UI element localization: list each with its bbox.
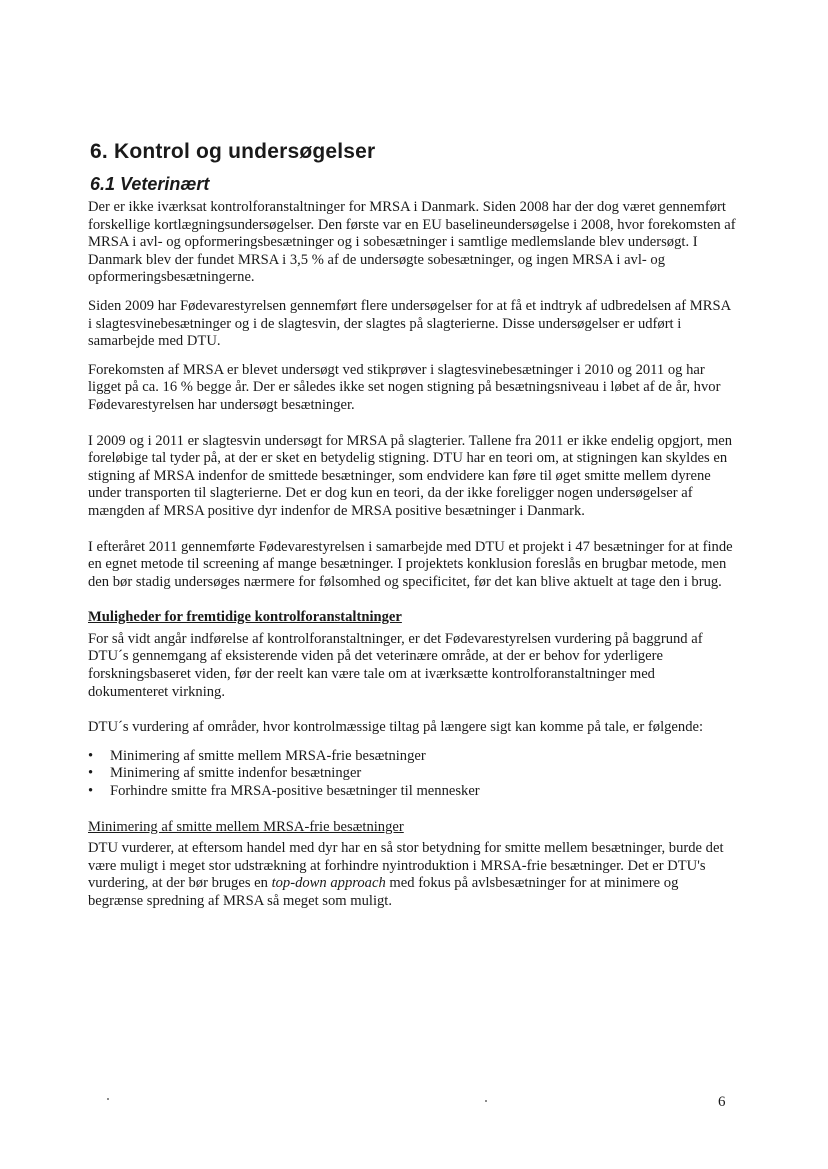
section-3-emphasis: top-down approach [271,875,386,892]
section-3-title: Minimering af smitte mellem MRSA-frie besætninger [88,818,404,835]
list-item [88,748,736,766]
paragraph-3: Forekomsten af MRSA er blevet undersøgt ved stikprøver i slagtesvinebesætninger i 2010 og 2011 og har ligget på ca. 16 % begge år. Der er således ikke set nogen stigning på besætningsniveau i løbet af de år, hvor Fødevarestyrelsen har undersøgt besætninger. [88,361,721,413]
scan-speck [107,1098,109,1100]
paragraph-1: Der er ikke iværksat kontrolforanstaltninger for MRSA i Danmark. Siden 2008 har der dog været gennemført forskellige kortlægningsundersøgelser. Den første var en EU baselineundersøgelse i 2008, hvor forekomsten af MRSA i avl- og opformeringsbesætninger og i sobesætninger i samtlige medlemslande blev undersøgt. I Danmark blev der fundet MRSA i 3,5 % af de undersøgte sobesætninger, og ingen MRSA i avl- og opformeringsbesætningerne. [88,199,736,286]
bullet-icon: • [88,747,94,764]
section-2-paragraph-2: DTU´s vurdering af områder, hvor kontrolmæssige tiltag på længere sigt kan komme på tale, er følgende: [88,719,704,736]
section-2-paragraph-1: For så vidt angår indførelse af kontrolforanstaltninger, er det Fødevarestyrelsen vurdering på baggrund af DTU´s gennemgang af eksisterende viden på det veterinære område, at der er behov for yderligere forskningsbaseret viden, før der reelt kan være tale om at iværksætte kontrolforanstaltninger med dokumenteret virkning. [88,630,703,700]
section-3-paragraph [88,840,736,910]
bullet-icon: • [88,765,94,782]
section-3-text-after: med fokus på avlsbesætninger for at minimere og begrænse spredning af MRSA så meget som muligt. [88,875,679,909]
list-item [88,765,736,783]
document-page [88,140,736,922]
section-2-title: Muligheder for fremtidige kontrolforanstaltninger [88,609,402,626]
section-3-text-before: DTU vurderer, at eftersom handel med dyr har en så stor betydning for smitte mellem besætninger, burde det være muligt i meget stor udstrækning at forhindre nyintroduktion i MRSA-frie besætninger. Det er DTU's vurdering, at der bør bruges en [88,840,724,892]
bullet-list [88,748,736,801]
list-item [88,783,736,801]
page-number: 6 [718,1094,726,1110]
bullet-icon: • [88,783,94,800]
section-heading: 6. Kontrol og undersøgelser [90,140,376,163]
paragraph-5: I efteråret 2011 gennemførte Fødevarestyrelsen i samarbejde med DTU et projekt i 47 besætninger for at finde en egnet metode til screening af mange besætninger. I projektets konklusion foreslås en brugbar metode, men den bør stadig undersøges nærmere for følsomhed og specificitet, før det kan blive aktuelt at tage den i brug. [88,538,733,590]
subsection-heading: 6.1 Veterinært [90,174,210,194]
paragraph-2: Siden 2009 har Fødevarestyrelsen gennemført flere undersøgelser for at få et indtryk af udbredelsen af MRSA i slagtesvinebesætninger og i de slagtesvin, der slagtes på slagterierne. Disse undersøgelser er udført i samarbejde med DTU. [88,297,731,350]
list-item-text: Minimering af smitte indenfor besætninger [110,765,362,782]
list-item-text: Minimering af smitte mellem MRSA-frie besætninger [110,747,426,764]
list-item-text: Forhindre smitte fra MRSA-positive besætninger til mennesker [110,783,480,800]
paragraph-4: I 2009 og i 2011 er slagtesvin undersøgt for MRSA på slagterier. Tallene fra 2011 er ikke endelig opgjort, men foreløbige tal tyder på, at der er sket en betydelig stigning. DTU har en teori om, at stigningen kan skyldes en stigning af MRSA indenfor de smittede besætninger, som endvidere kan føre til øget smitte mellem dyrene under transporten til slagterierne. Det er dog kun en teori, da der ikke foreligger nogen undersøgelser af mængden af MRSA positive dyr indenfor de MRSA positive besætninger i Danmark. [88,432,733,519]
scan-speck [485,1100,487,1102]
